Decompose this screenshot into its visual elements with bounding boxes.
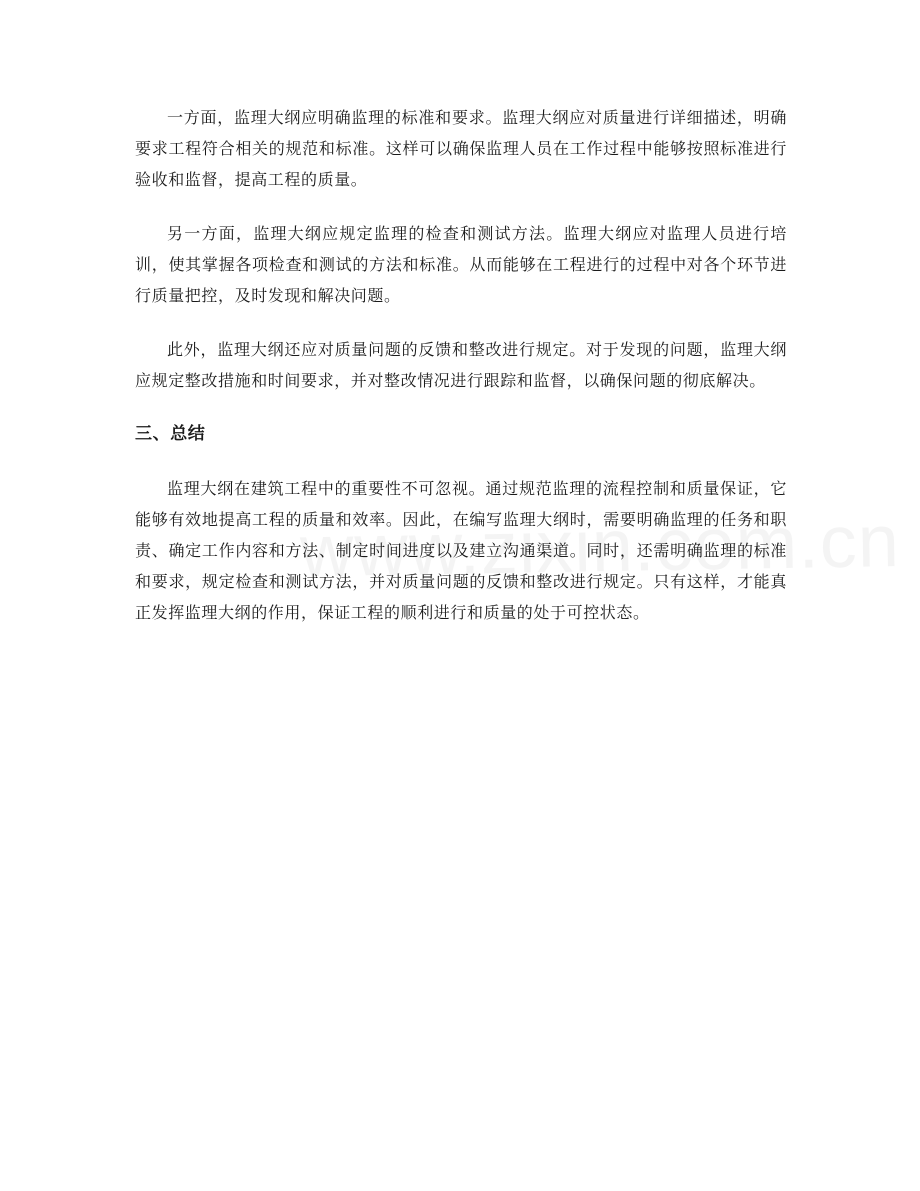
paragraph-inspection-methods: 另一方面，监理大纲应规定监理的检查和测试方法。监理大纲应对监理人员进行培训，使其掌握各项检查和测试的方法和标准。从而能够在工程进行的过程中对各个环节进行质量把控，及时发现和解决问题。 [135,224,787,305]
paragraph-summary: 监理大纲在建筑工程中的重要性不可忽视。通过规范监理的流程控制和质量保证，它能够有效地提高工程的质量和效率。因此，在编写监理大纲时，需要明确监理的任务和职责、确定工作内容和方法、制定时间进度以及建立沟通渠道。同时，还需明确监理的标准和要求，规定检查和测试方法，并对质量问题的反馈和整改进行规定。只有这样，才能真正发挥监理大纲的作用，保证工程的顺利进行和质量的处于可控状态。 [135,479,787,622]
document-body [135,102,787,651]
paragraph-rectification: 此外，监理大纲还应对质量问题的反馈和整改进行规定。对于发现的问题，监理大纲应规定整改措施和时间要求，并对整改情况进行跟踪和监督，以确保问题的彻底解决。 [135,340,787,390]
section-heading-summary: 三、总结 [135,424,206,444]
paragraph-quality-standards: 一方面，监理大纲应明确监理的标准和要求。监理大纲应对质量进行详细描述，明确要求工程符合相关的规范和标准。这样可以确保监理人员在工作过程中能够按照标准进行验收和监督，提高工程的质量。 [135,108,787,189]
